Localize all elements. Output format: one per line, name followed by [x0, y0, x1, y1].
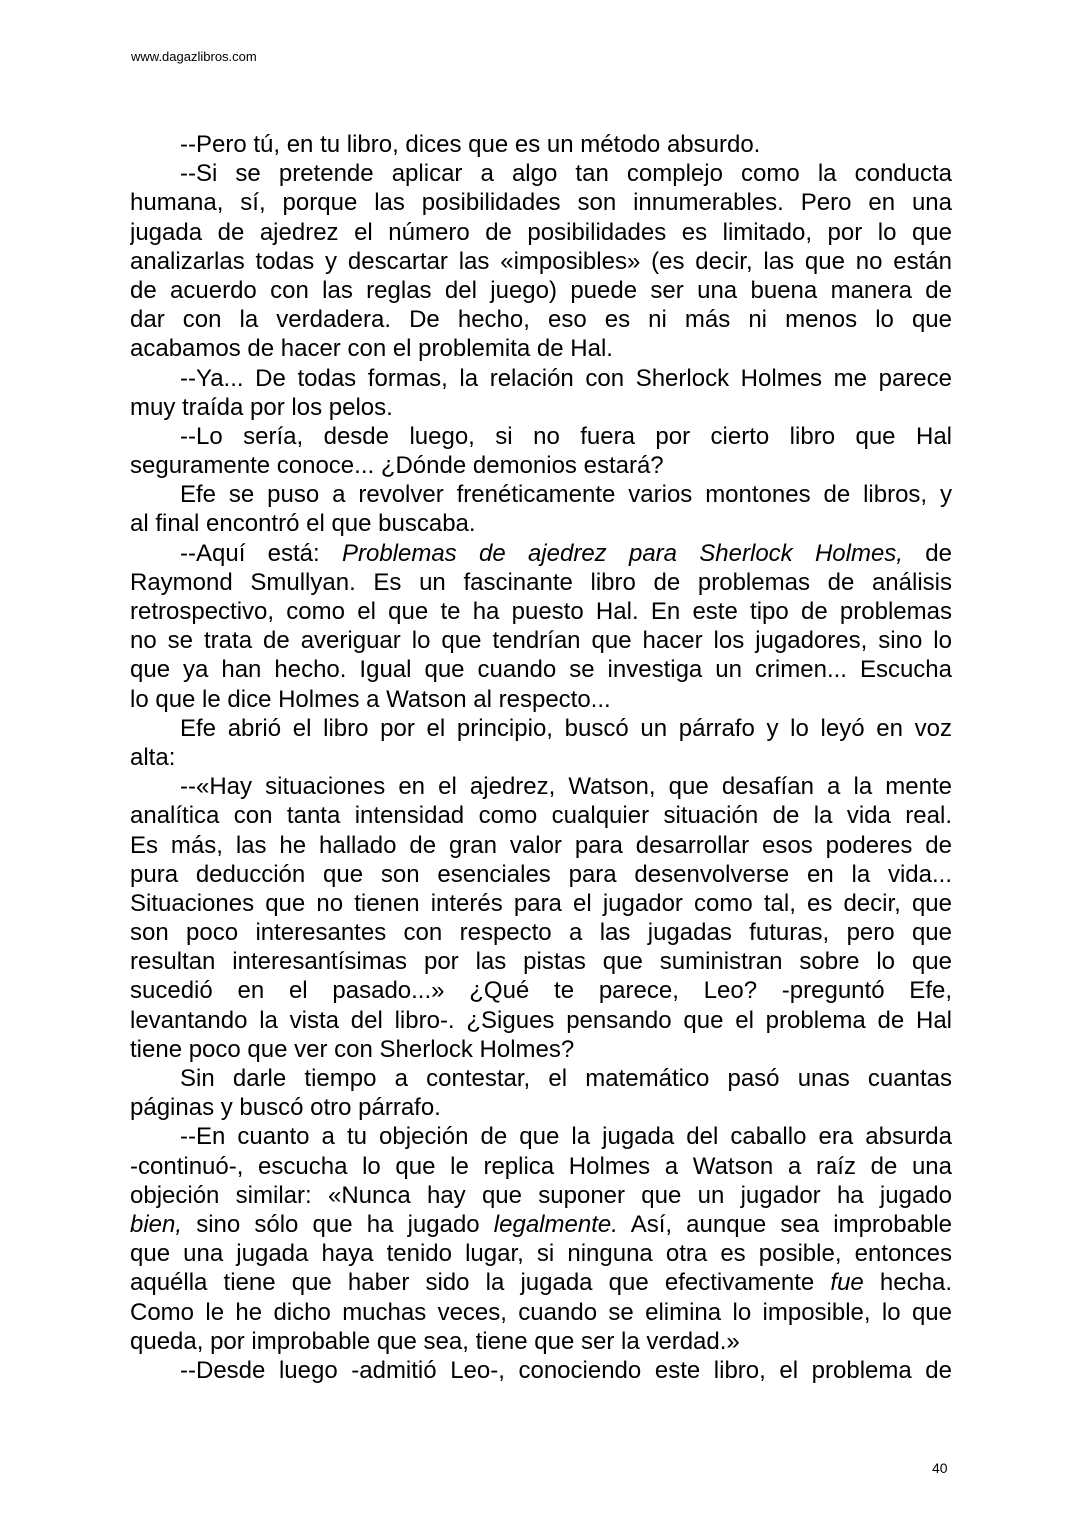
- text-line: [130, 1210, 952, 1239]
- text-line: [130, 393, 952, 422]
- text-segment: jugada de ajedrez el número de posibilidades es limitado, por lo que: [130, 218, 952, 246]
- text-segment: --Ya... De todas formas, la relación con Sherlock Holmes me parece: [180, 364, 952, 392]
- text-line: [130, 801, 952, 830]
- text-segment: lo que le dice Holmes a Watson al respecto...: [130, 685, 611, 713]
- text-line: [130, 1152, 952, 1181]
- text-segment: retrospectivo, como el que te ha puesto Hal. En este tipo de problemas: [130, 598, 952, 625]
- text-segment: tiene poco que ver con Sherlock Holmes?: [130, 1035, 575, 1063]
- text-segment: Sin darle tiempo a contestar, el matemático pasó unas cuantas: [180, 1065, 952, 1092]
- text-segment: Como le he dicho muchas veces, cuando se elimina lo imposible, lo que: [130, 1298, 952, 1326]
- text-line: [130, 1239, 952, 1268]
- text-segment: aquélla tiene que haber sido la jugada que efectivamente: [130, 1269, 831, 1297]
- text-line: [130, 480, 952, 509]
- text-line: [130, 1298, 952, 1327]
- text-line: [130, 334, 952, 363]
- text-line: [130, 772, 952, 801]
- text-segment: queda, por improbable que sea, tiene que ser la verdad.»: [130, 1327, 740, 1355]
- text-segment: Efe se puso a revolver frenéticamente varios montones de libros, y: [180, 481, 952, 509]
- text-line: [130, 918, 952, 947]
- text-line: [130, 1181, 952, 1210]
- text-segment: dar con la verdadera. De hecho, eso es ni más ni menos lo que: [130, 306, 952, 334]
- text-segment: al final encontró el que buscaba.: [130, 510, 476, 538]
- text-line: [130, 539, 952, 568]
- italic-text: bien,: [130, 1210, 183, 1238]
- text-segment: levantando la vista del libro-. ¿Sigues pensando que el problema de Hal: [130, 1006, 952, 1034]
- text-line: [130, 1356, 952, 1385]
- text-line: [130, 1064, 952, 1093]
- text-segment: analítica con tanta intensidad como cualquier situación de la vida real.: [130, 802, 952, 830]
- text-segment: que una jugada haya tenido lugar, si ninguna otra es posible, entonces: [130, 1240, 952, 1268]
- text-segment: Raymond Smullyan. Es un fascinante libro de problemas de análisis: [130, 568, 952, 596]
- text-line: [130, 1093, 952, 1122]
- text-segment: Así, aunque sea improbable: [617, 1210, 952, 1238]
- text-segment: alta:: [130, 743, 176, 771]
- text-segment: --Lo sería, desde luego, si no fuera por cierto libro que Hal: [180, 422, 952, 450]
- text-line: [130, 218, 952, 247]
- text-line: [130, 685, 952, 714]
- text-segment: no se trata de averiguar lo que tendrían que hacer los jugadores, sino lo: [130, 627, 952, 655]
- page-number: 40: [932, 1460, 948, 1476]
- text-line: [130, 831, 952, 860]
- text-line: [130, 655, 952, 684]
- text-segment: hecha.: [863, 1269, 952, 1297]
- text-line: [130, 714, 952, 743]
- text-segment: --Pero tú, en tu libro, dices que es un método absurdo.: [180, 131, 761, 158]
- text-segment: sino sólo que ha jugado: [182, 1210, 494, 1238]
- text-line: [130, 509, 952, 538]
- text-line: [130, 451, 952, 480]
- text-segment: de: [902, 539, 952, 567]
- text-segment: seguramente conoce... ¿Dónde demonios estará?: [130, 452, 664, 480]
- text-line: [130, 305, 952, 334]
- text-line: [130, 860, 952, 889]
- text-segment: analizarlas todas y descartar las «imposibles» (es decir, las que no están: [130, 247, 952, 275]
- text-segment: humana, sí, porque las posibilidades son innumerables. Pero en una: [130, 189, 952, 217]
- text-line: [130, 276, 952, 305]
- body-text: [130, 130, 952, 1385]
- text-segment: que ya han hecho. Igual que cuando se investiga un crimen... Escucha: [130, 656, 952, 684]
- text-segment: de acuerdo con las reglas del juego) puede ser una buena manera de: [130, 276, 952, 304]
- text-segment: son poco interesantes con respecto a las jugadas futuras, pero que: [130, 919, 952, 947]
- text-segment: -continuó-, escucha lo que le replica Holmes a Watson a raíz de una: [130, 1152, 952, 1180]
- text-segment: sucedió en el pasado...» ¿Qué te parece, Leo? -preguntó Efe,: [130, 977, 952, 1005]
- text-segment: muy traída por los pelos.: [130, 393, 393, 421]
- text-line: [130, 188, 952, 217]
- text-segment: Situaciones que no tienen interés para el jugador como tal, es decir, que: [130, 889, 952, 917]
- text-segment: --Si se pretende aplicar a algo tan complejo como la conducta: [180, 160, 952, 188]
- text-line: [130, 597, 952, 626]
- text-line: [130, 889, 952, 918]
- text-segment: --«Hay situaciones en el ajedrez, Watson, que desafían a la mente: [180, 773, 952, 801]
- text-segment: --Aquí está:: [180, 539, 342, 567]
- text-line: [130, 1035, 952, 1064]
- text-line: [130, 947, 952, 976]
- text-line: [130, 364, 952, 393]
- text-segment: acabamos de hacer con el problemita de Hal.: [130, 335, 613, 363]
- text-line: [130, 1268, 952, 1297]
- text-segment: pura deducción que son esenciales para desenvolverse en la vida...: [130, 860, 952, 888]
- text-segment: Efe abrió el libro por el principio, buscó un párrafo y lo leyó en voz: [180, 714, 952, 742]
- text-segment: resultan interesantísimas por las pistas que suministran sobre lo que: [130, 948, 952, 976]
- italic-text: legalmente.: [493, 1210, 618, 1238]
- text-line: [130, 422, 952, 451]
- site-url: www.dagazlibros.com: [131, 49, 257, 64]
- text-segment: --Desde luego -admitió Leo-, conociendo este libro, el problema de: [180, 1356, 952, 1384]
- text-line: [130, 159, 952, 188]
- text-line: [130, 130, 952, 159]
- italic-text: Problemas de ajedrez para Sherlock Holmes,: [341, 539, 903, 567]
- text-line: [130, 1006, 952, 1035]
- text-line: [130, 626, 952, 655]
- text-segment: objeción similar: «Nunca hay que suponer que un jugador ha jugado: [130, 1181, 952, 1209]
- text-line: [130, 568, 952, 597]
- text-line: [130, 743, 952, 772]
- text-segment: --En cuanto a tu objeción de que la jugada del caballo era absurda: [180, 1123, 952, 1151]
- text-segment: páginas y buscó otro párrafo.: [130, 1094, 441, 1122]
- italic-text: fue: [830, 1269, 864, 1297]
- text-segment: Es más, las he hallado de gran valor para desarrollar esos poderes de: [130, 831, 952, 859]
- text-line: [130, 1327, 952, 1356]
- text-line: [130, 247, 952, 276]
- text-line: [130, 976, 952, 1005]
- text-line: [130, 1122, 952, 1151]
